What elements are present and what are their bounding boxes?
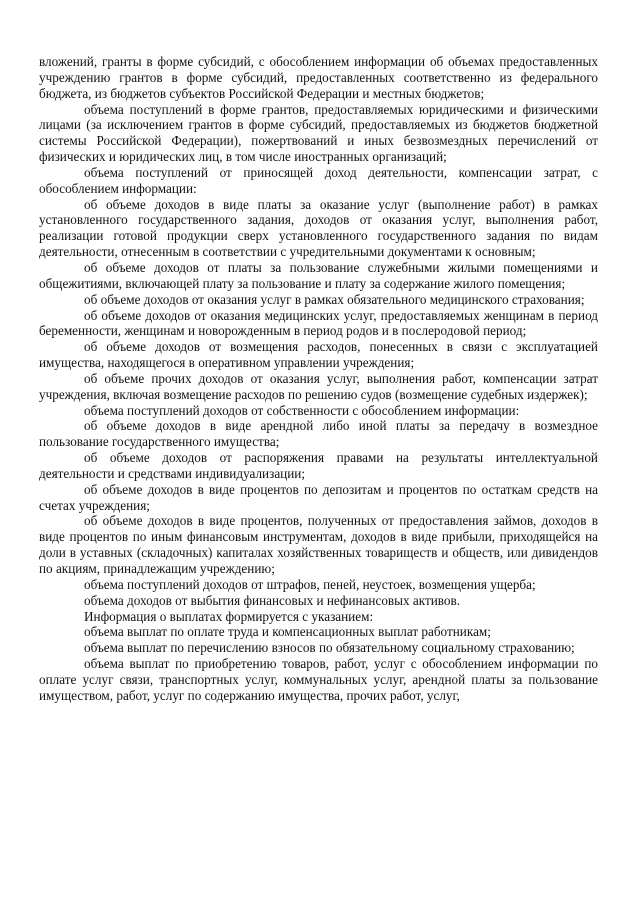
paragraph-6: об объеме доходов от оказания медицинских услуг, предоставляемых женщинам в период беременности, женщинам и новорожденным в период родов и в послеродовой период; xyxy=(39,307,598,339)
paragraph-9: объема поступлений доходов от собственности с обособлением информации: xyxy=(84,402,520,418)
paragraph-11: об объеме доходов от распоряжения правами на результаты интеллектуальной деятельности и средствами индивидуализации; xyxy=(39,450,598,481)
paragraph-13: об объеме доходов в виде процентов, полученных от предоставления займов, доходов в виде процентов по иным финансовым инструментам, доходов в виде прибыли, приходящейся на доли в уставных (складочных) капиталах хозяйственных товариществ и обществ, или дивидендов по акциям, принадлежащим учреждению; xyxy=(39,513,598,576)
paragraph-5: об объеме доходов от оказания услуг в рамках обязательного медицинского страхования; xyxy=(84,291,585,307)
paragraph-0: вложений, гранты в форме субсидий, с обособлением информации об объемах предоставленных учреждению грантов в форме субсидий, предоставленных соответственно из федерального бюджета, из бюджетов субъектов Российской Федерации и местных бюджетов; xyxy=(39,54,598,101)
document-page xyxy=(39,54,598,704)
paragraph-16: Информация о выплатах формируется с указанием: xyxy=(84,608,374,624)
paragraph-18: объема выплат по перечислению взносов по обязательному социальному страхованию; xyxy=(84,640,575,656)
paragraph-17: объема выплат по оплате труда и компенсационных выплат работникам; xyxy=(84,624,491,640)
paragraph-15: объема доходов от выбытия финансовых и нефинансовых активов. xyxy=(84,592,461,608)
paragraph-3: об объеме доходов в виде платы за оказание услуг (выполнение работ) в рамках установленного государственного задания, доходов от оказания услуг, выполнения работ, реализации готовой продукции сверх установленного государственного задания по видам деятельности, отнесенным в соответствии с учредительными документами к основным; xyxy=(39,196,598,260)
paragraph-2: объема поступлений от приносящей доход деятельности, компенсации затрат, с обособлением информации: xyxy=(39,164,598,196)
paragraph-19: объема выплат по приобретению товаров, работ, услуг с обособлением информации по оплате услуг связи, транспортных услуг, коммунальных услуг, арендной платы за пользование имуществом, работ, услуг по содержанию имущества, прочих работ, услуг, xyxy=(39,656,598,703)
paragraph-14: объема поступлений доходов от штрафов, пеней, неустоек, возмещения ущерба; xyxy=(84,576,536,592)
paragraph-12: об объеме доходов в виде процентов по депозитам и процентов по остаткам средств на счетах учреждения; xyxy=(39,481,598,513)
paragraph-10: об объеме доходов в виде арендной либо иной платы за передачу в возмездное пользование государственного имущества; xyxy=(39,418,598,450)
paragraph-4: об объеме доходов от платы за пользование служебными жилыми помещениями и общежитиями, включающей плату за пользование и плату за содержание жилого помещения; xyxy=(39,259,598,291)
paragraph-1: объема поступлений в форме грантов, предоставляемых юридическими и физическими лицами (за исключением грантов в форме субсидий, предоставляемых из бюджетов бюджетной системы Российской Федерации), пожертвований и иных безвозмездных перечислений от физических и юридических лиц, в том числе иностранных организаций; xyxy=(39,101,598,165)
paragraph-7: об объеме доходов от возмещения расходов, понесенных в связи с эксплуатацией имущества, находящегося в оперативном управлении учреждения; xyxy=(39,339,598,371)
paragraph-8: об объеме прочих доходов от оказания услуг, выполнения работ, компенсации затрат учреждения, включая возмещение расходов по решению судов (возмещение судебных издержек); xyxy=(39,370,598,402)
